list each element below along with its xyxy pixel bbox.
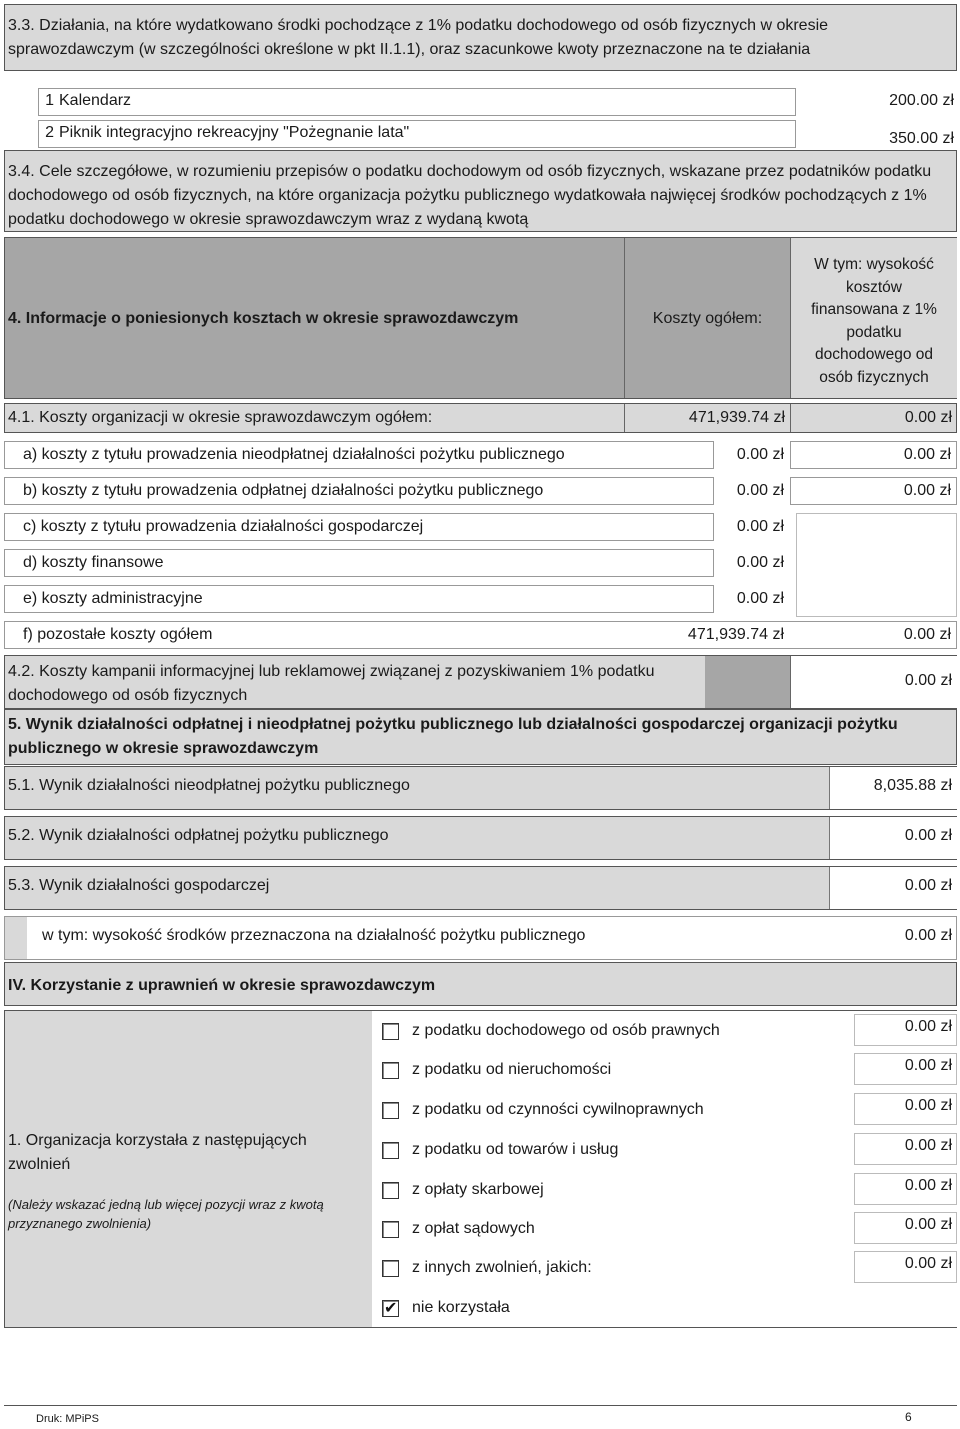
exemption-checkbox[interactable] bbox=[382, 1023, 399, 1040]
result-value: 0.00 zł bbox=[904, 877, 952, 894]
footer-print-label: Druk: MPiPS bbox=[36, 1413, 99, 1425]
cost-label: 4.1. Koszty organizacji w okresie sprawozdawczym ogółem: bbox=[8, 409, 433, 426]
cost-1pct: 0.00 zł bbox=[904, 672, 952, 689]
section-4-heading: 4. Informacje o poniesionych kosztach w okresie sprawozdawczym bbox=[8, 310, 519, 327]
cost-row bbox=[4, 437, 957, 473]
activity-amount: 200.00 zł bbox=[889, 92, 954, 109]
exemption-checkbox-checked[interactable] bbox=[382, 1300, 399, 1317]
section-3-3-header bbox=[4, 4, 957, 71]
cost-label: a) koszty z tytułu prowadzenia nieodpłatnej działalności pożytku publicznego bbox=[23, 446, 565, 463]
exemption-option[interactable] bbox=[380, 1173, 957, 1209]
exemption-label: nie korzystała bbox=[412, 1299, 510, 1316]
exemption-checkbox[interactable] bbox=[382, 1260, 399, 1277]
exemption-label: z podatku dochodowego od osób prawnych bbox=[412, 1022, 720, 1039]
exemption-label: z opłaty skarbowej bbox=[412, 1181, 544, 1198]
cost-label: f) pozostałe koszty ogółem bbox=[23, 626, 213, 643]
exemption-amount: 0.00 zł bbox=[904, 1097, 952, 1114]
cost-total: 0.00 zł bbox=[736, 554, 784, 571]
exemption-option[interactable] bbox=[380, 1014, 957, 1050]
exemption-option-none[interactable] bbox=[380, 1291, 957, 1327]
exemption-label: z podatku od towarów i usług bbox=[412, 1141, 619, 1158]
result-row bbox=[4, 916, 957, 960]
cost-total: 0.00 zł bbox=[736, 482, 784, 499]
activity-name: Kalendarz bbox=[59, 92, 132, 109]
cost-row-4-1 bbox=[4, 403, 957, 433]
cost-total: 471,939.74 zł bbox=[687, 626, 784, 643]
exemption-label: z innych zwolnień, jakich: bbox=[412, 1259, 592, 1276]
cost-1pct: 0.00 zł bbox=[903, 626, 951, 643]
exemption-checkbox[interactable] bbox=[382, 1102, 399, 1119]
exemption-option[interactable] bbox=[380, 1133, 957, 1169]
cost-total: 0.00 zł bbox=[736, 446, 784, 463]
activity-name: Piknik integracyjno rekreacyjny "Pożegnanie lata" bbox=[59, 124, 410, 141]
cost-total: 471,939.74 zł bbox=[688, 409, 785, 426]
cost-1pct-blocked bbox=[796, 513, 957, 617]
exemption-checkbox[interactable] bbox=[382, 1142, 399, 1159]
activity-amount: 350.00 zł bbox=[889, 130, 954, 147]
exemption-option[interactable] bbox=[380, 1053, 957, 1089]
cost-label: c) koszty z tytułu prowadzenia działalności gospodarczej bbox=[23, 518, 424, 535]
result-value: 8,035.88 zł bbox=[873, 777, 952, 794]
result-label: 5.2. Wynik działalności odpłatnej pożytku publicznego bbox=[8, 827, 389, 844]
section-3-3-heading: 3.3. Działania, na które wydatkowano środki pochodzące z 1% podatku dochodowego od osób fizycznych w okresie sprawozdawczym (w szczególności określone w pkt II.1.1), oraz szacunkowe kwoty przeznaczone na te działania bbox=[8, 17, 829, 58]
result-row bbox=[4, 816, 957, 860]
exemptions-hint: (Należy wskazać jedną lub więcej pozycji wraz z kwotą przyznanego zwolnienia) bbox=[8, 1197, 324, 1231]
cost-row-4-2 bbox=[4, 655, 957, 709]
cost-rows bbox=[4, 437, 957, 657]
result-value: 0.00 zł bbox=[904, 827, 952, 844]
result-label: 5.3. Wynik działalności gospodarczej bbox=[8, 877, 270, 894]
cost-label: b) koszty z tytułu prowadzenia odpłatnej działalności pożytku publicznego bbox=[23, 482, 544, 499]
activity-name-cell bbox=[38, 88, 796, 116]
section-3-4-header bbox=[4, 150, 957, 232]
result-label: 5.1. Wynik działalności nieodpłatnej pożytku publicznego bbox=[8, 777, 410, 794]
exemption-amount: 0.00 zł bbox=[904, 1216, 952, 1233]
section-4-header bbox=[4, 237, 957, 399]
exemptions-question: 1. Organizacja korzystała z następujących zwolnień bbox=[8, 1132, 307, 1173]
section-5-heading: 5. Wynik działalności odpłatnej i nieodpłatnej pożytku publicznego lub działalności gospodarczej organizacji pożytku publicznego w okresie sprawozdawczym bbox=[8, 716, 898, 757]
exemption-checkbox[interactable] bbox=[382, 1182, 399, 1199]
activity-row bbox=[4, 120, 957, 148]
cost-label: e) koszty administracyjne bbox=[23, 590, 203, 607]
exemption-amount: 0.00 zł bbox=[904, 1057, 952, 1074]
exemption-label: z podatku od nieruchomości bbox=[412, 1061, 612, 1078]
exemption-option[interactable] bbox=[380, 1093, 957, 1129]
cost-label: d) koszty finansowe bbox=[23, 554, 164, 571]
activity-number: 2 bbox=[45, 124, 54, 141]
cost-1pct: 0.00 zł bbox=[903, 446, 951, 463]
cost-1pct: 0.00 zł bbox=[904, 409, 952, 426]
footer-page-number: 6 bbox=[905, 1410, 912, 1424]
cost-4-2-blocked bbox=[705, 656, 790, 708]
exemption-amount: 0.00 zł bbox=[904, 1255, 952, 1272]
section-IV-heading: IV. Korzystanie z uprawnień w okresie sprawozdawczym bbox=[8, 977, 436, 994]
exemption-option[interactable] bbox=[380, 1251, 957, 1287]
exemption-checkbox[interactable] bbox=[382, 1221, 399, 1238]
col-header-1pct: W tym: wysokość kosztów finansowana z 1% podatku dochodowego od osób fizycznych bbox=[791, 238, 957, 398]
section-IV-header bbox=[4, 962, 957, 1006]
cost-1pct: 0.00 zł bbox=[903, 482, 951, 499]
activity-name-cell bbox=[38, 120, 796, 148]
result-label: w tym: wysokość środków przeznaczona na działalność pożytku publicznego bbox=[42, 927, 586, 944]
result-row bbox=[4, 866, 957, 910]
result-value: 0.00 zł bbox=[904, 927, 952, 944]
exemption-option[interactable] bbox=[380, 1212, 957, 1248]
section-3-4-heading: 3.4. Cele szczegółowe, w rozumieniu przepisów o podatku dochodowym od osób fizycznych, wskazane przez podatników podatku dochodowego od osób fizycznych, na które organizacja pożytku publicznego wydatkowała najwięcej środków pochodzących z 1% podatku dochodowego w okresie sprawozdawczym wraz z wydaną kwotą bbox=[8, 163, 932, 228]
activity-row bbox=[4, 88, 957, 116]
result-row bbox=[4, 766, 957, 810]
cost-row bbox=[4, 617, 957, 653]
cost-total: 0.00 zł bbox=[736, 518, 784, 535]
activity-number: 1 bbox=[45, 92, 54, 109]
exemption-label: z opłat sądowych bbox=[412, 1220, 535, 1237]
col-header-total: Koszty ogółem: bbox=[652, 310, 763, 327]
cost-row bbox=[4, 473, 957, 509]
exemption-amount: 0.00 zł bbox=[904, 1177, 952, 1194]
exemption-amount: 0.00 zł bbox=[904, 1137, 952, 1154]
section-5-header bbox=[4, 709, 957, 765]
exemption-label: z podatku od czynności cywilnoprawnych bbox=[412, 1101, 704, 1118]
result-indent bbox=[5, 917, 27, 959]
footer-rule bbox=[4, 1405, 957, 1406]
cost-total: 0.00 zł bbox=[736, 590, 784, 607]
exemption-checkbox[interactable] bbox=[382, 1062, 399, 1079]
cost-label: 4.2. Koszty kampanii informacyjnej lub reklamowej związanej z pozyskiwaniem 1% podatku dochodowego od osób fizycznych bbox=[8, 663, 655, 704]
exemption-amount: 0.00 zł bbox=[904, 1018, 952, 1035]
